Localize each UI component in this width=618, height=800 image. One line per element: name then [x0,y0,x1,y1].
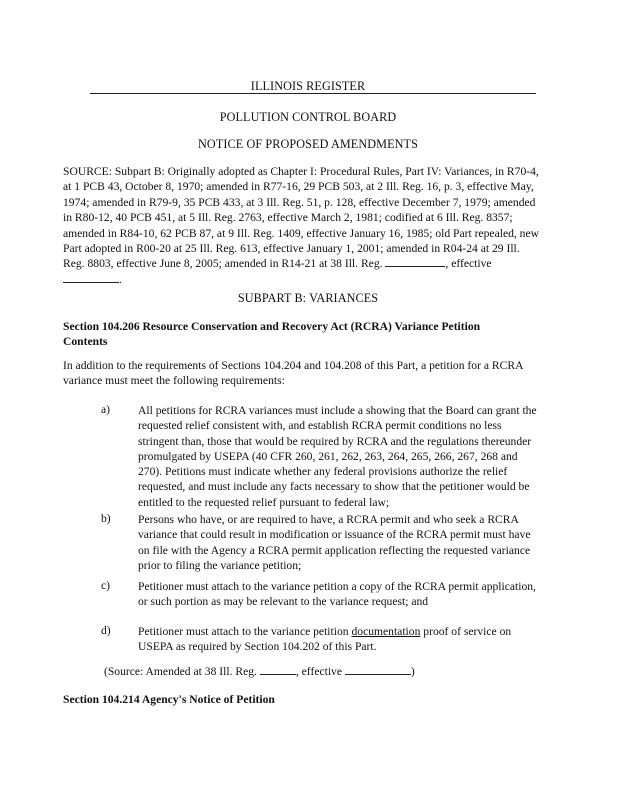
item-b-text: Persons who have, or are required to have, a RCRA permit and who seek a RCRA variance that could result in modification or issuance of the RCRA permit must have on file with the Agency a RCRA permit application reflecting the requested variance prior to filing the variance petition; [138,513,531,572]
source-paragraph [63,164,541,287]
source-end: . [119,272,122,286]
item-c-text: Petitioner must attach to the variance petition a copy of the RCRA permit application, or such portion as may be relevant to the variance request; and [138,580,536,609]
section-206-intro: In addition to the requirements of Sections 104.204 and 104.208 of this Part, a petition for a RCRA variance must meet the following requirements: [63,359,523,388]
effective-blank [63,272,119,283]
source-mid: , effective [445,257,492,271]
source-note [104,664,544,679]
section-214-heading: Section 104.214 Agency's Notice of Petition [63,693,275,706]
note-reg-blank [260,664,296,675]
source-note-mid: , effective [295,665,342,678]
note-effective-blank [345,664,411,675]
item-d-text [138,624,540,655]
section-206-heading-line2: Contents [63,335,108,349]
section-206-heading-line1: Section 104.206 Resource Conservation and Recovery Act (RCRA) Variance Petition [63,320,481,333]
source-note-prefix: (Source: Amended at 38 Ill. Reg. [104,665,257,678]
reg-blank [385,256,445,267]
item-d-text-post: proof of service on USEPA as required by Section 104.202 of this Part. [138,625,512,654]
subpart-title: SUBPART B: VARIANCES [237,291,379,305]
notice-title: NOTICE OF PROPOSED AMENDMENTS [198,137,418,151]
item-b-label: b) [101,512,111,525]
item-a-label: a) [101,403,111,416]
board-title: POLLUTION CONTROL BOARD [219,110,397,124]
source-note-end: ) [410,665,415,678]
item-a-text: All petitions for RCRA variances must include a showing that the Board can grant the requested relief consistent with, and establish RCRA permit conditions no less stringent than, those that would be required by RCRA and the regulations thereunder promulgated by USEPA (40 CFR 260, 261, 262, 263, 264, 265, 266, 267, 268 and 270). Petitions must indicate whether any federal provisions authorize the relief requested, and must include any facts necessary to show that the petitioner would be entitled to the requested relief pursuant to federal law; [138,404,537,509]
section-206-heading [63,319,543,350]
item-d-underlined: documentation [351,625,421,638]
register-title: ILLINOIS REGISTER [250,79,366,93]
header-rule [90,93,536,94]
item-c-label: c) [101,579,111,592]
item-d-text-pre: Petitioner must attach to the variance petition [138,625,349,638]
source-text: SOURCE: Subpart B: Originally adopted as Chapter I: Procedural Rules, Part IV: Variances, in R70-4, at 1 PCB 43, October 8, 1970; amended in R77-16, 29 PCB 503, at 2 Ill. Reg. 16, p. 3, effective May, 1974; amended in R79-9, 35 PCB 433, at 3 Ill. Reg. 51, p. 128, effective December 7, 1979; amended in R80-12, 40 PCB 451, at 5 Ill. Reg. 2763, effective March 2, 1981; codified at 6 Ill. Reg. 8357; amended in R84-10, 62 PCB 87, at 9 Ill. Reg. 1409, effective January 16, 1985; old Part repealed, new Part adopted in R00-20 at 25 Ill. Reg. 613, effective January 1, 2001; amended in R04-24 at 29 Ill. Reg. 8803, effective June 8, 2005; amended in R14-21 at 38 Ill. Reg. [63,165,539,271]
item-d-label: d) [101,624,111,637]
